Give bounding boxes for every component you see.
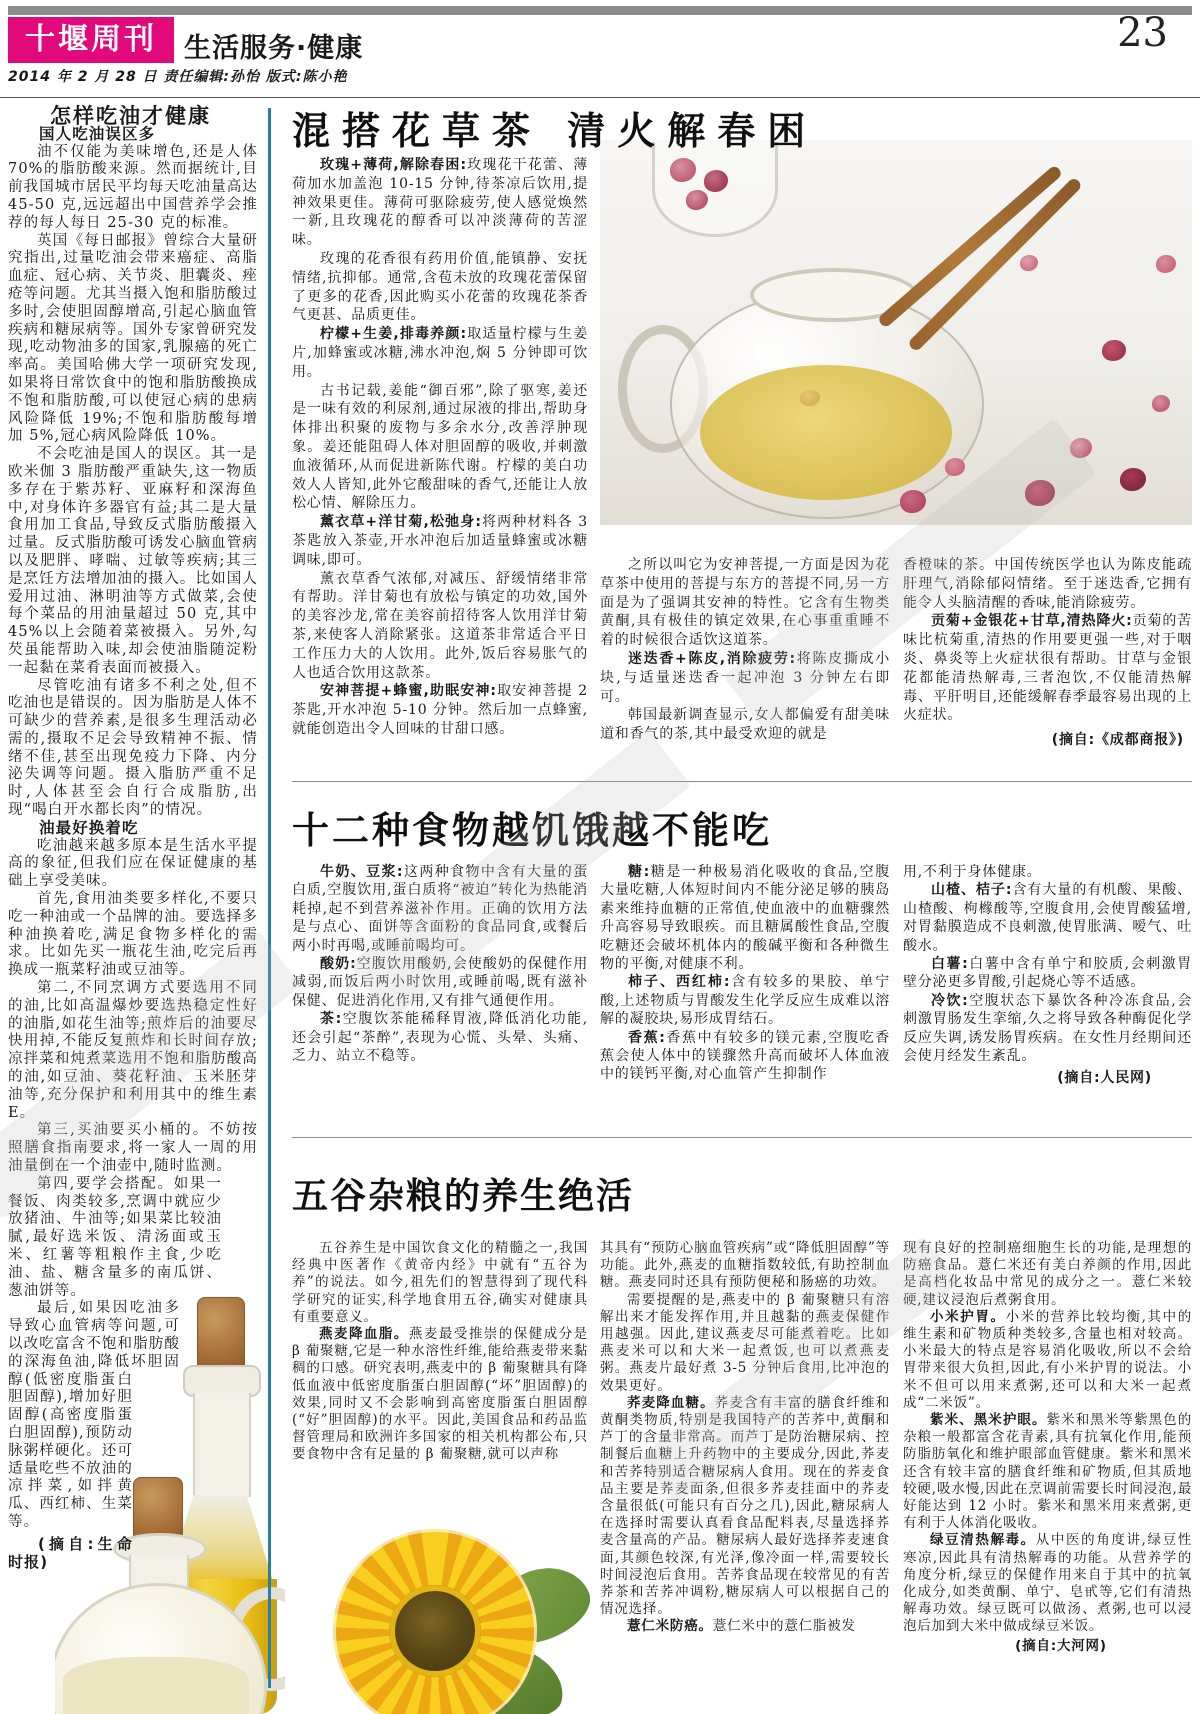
rosebud [1070,438,1092,458]
paragraph-text: 将两种材料各 3 茶匙放入茶壶,开水冲泡后加适量蜂蜜或冰糖调味,即可。 [292,514,588,568]
paragraph-text: 香橙味的茶。中国传统医学也认为陈皮能疏肝理气,消除郁闷情绪。至于迷迭香,它拥有能令人头脑清醒的香味,能消除疲劳。 [903,557,1192,611]
paragraph [903,556,1192,612]
paragraph [292,382,588,514]
paragraph: 吃油越来越多原本是生活水平提高的象征,但我们应在保证健康的基础上享受美味。 [8,837,258,890]
paragraph-text: 其具有“预防心脑血管疾病”或“降低胆固醇”等功能。此外,燕麦的血糖指数较低,有助控制血糖。燕麦同时还具有预防便秘和肠癌的功效。 [600,1240,890,1291]
paragraph-lead: 柿子、西红柿: [628,974,731,991]
paragraph [292,325,588,381]
paragraph: 英国《每日邮报》曾综合大量研究指出,过量吃油会带来癌症、高脂血症、冠心病、关节炎、胆囊炎、痤疮等问题。尤其当摄入饱和脂肪酸过多时,会使胆固醇增高,引起心脑血管疾病和糖尿病等。国外专家曾研究发现,吃动物油多的国家,乳腺癌的死亡率高。美国哈佛大学一项研究发现,如果将日常饮食中的饱和脂肪酸换成不饱和脂肪酸,可以使冠心病的患病风险降低 19%;不饱和脂肪酸每增加 5%,冠心病风险降低 10%。 [8,232,258,445]
article-tea-col1 [292,156,588,739]
paragraph-lead: 紫米、黑米护眼。 [930,1412,1047,1429]
paragraph-lead: 安神菩提+蜂蜜,助眠安神: [320,683,497,700]
photo-wrap-spacer [180,1301,258,1386]
paragraph [600,863,890,973]
paragraph-text: 薏仁米中的薏仁脂被发 [712,1618,856,1635]
paragraph-text: 古书记载,姜能“御百邪”,除了驱寒,姜还是一味有效的利尿剂,通过尿液的排出,帮助身体排出积聚的废物与多余水分,改善浮肿现象。姜还能阻碍人体对胆固醇的吸收,并刺激血液循环,从而促进新陈代谢。柠檬的美白功效人人皆知,此外它酸甜味的香气,还能让人放松心情、解除压力。 [292,382,588,512]
article-oil-subhead-2: 油最好换着吃 [39,818,139,837]
paragraph [292,250,588,325]
sunflower-photo [285,1515,590,1714]
paragraph-lead: 香蕉: [628,1029,666,1046]
article-tea-col3 [903,556,1192,750]
tea-photo [600,140,1192,525]
paragraph [292,955,588,1010]
paragraph [903,612,1192,725]
paragraph [292,1240,588,1326]
paragraph-text: 取适量柠檬与生姜片,加蜂蜜或冰糖,沸水冲泡,焖 5 分钟即可饮用。 [292,326,588,380]
paragraph [600,973,890,1028]
paragraph-text: 从中医的角度讲,绿豆性寒凉,因此具有清热解毒的功能。从营养学的角度分析,绿豆的保健作用来自于其中的抗氧化成分,如类黄酮、单宁、皂甙等,它们有清热解毒功效。绿豆既可以做汤、煮粥,也可以浸泡后加到大米中做成绿豆米饭。 [903,1532,1192,1635]
paragraph-text: 五谷养生是中国饮食文化的精髓之一,我国经典中医著作《黄帝内经》中就有“五谷为养”的说法。如今,祖先们的智慧得到了现代科学研究的证实,科学地食用五谷,确实对健康具有重要意义。 [292,1240,588,1325]
photo-wrap-spacer [222,1176,258,1301]
paragraph [903,1532,1192,1635]
paragraph-text: 香蕉中有较多的镁元素,空腹吃香蕉会使人体中的镁骤然升高而破坏人体血液中的镁钙平衡,对心血管产生抑制作 [600,1029,890,1083]
divider-line [292,1137,1192,1138]
rosebud [900,490,926,513]
sunflower-center [389,1585,481,1677]
article-grains-credit: (摘自:大河网) [1015,1637,1107,1654]
paragraph-lead: 绿豆清热解毒。 [930,1532,1036,1549]
article-grains-col1 [292,1240,588,1464]
paragraph [600,650,890,706]
paragraph [292,156,588,250]
paragraph-text: 取安神菩提 2 茶匙,开水冲泡 5-10 分钟。然后加一点蜂蜜,就能创造出令人回味的甘甜口感。 [292,683,588,737]
rosebud [945,458,965,476]
rosebud [1156,255,1176,273]
paragraph [600,1618,890,1635]
article-tea-credit: (摘自:《成都商报》) [1051,732,1184,749]
paragraph: 第二,不同烹调方式要选用不同的油,比如高温爆炒要选热稳定性好的油脂,如花生油等;煎炸后的油要尽快用掉,不能反复煎炸和长时间存放;凉拌菜和炖煮菜选用不饱和脂肪酸高的油,如豆油、葵花籽油、玉米胚芽油等,充分保护和利用其中的维生素 E。 [8,980,258,1121]
paragraph-lead: 贡菊+金银花+甘草,清热降火: [931,613,1133,630]
paragraph-text: 空腹饮茶能稀释胃液,降低消化功能,还会引起“茶醉”,表现为心慌、头晕、头痛、乏力、站立不稳等。 [292,1011,589,1065]
article-twelve-title: 十二种食物越饥饿越不能吃 [292,809,772,852]
wooden-tongs [907,176,1083,352]
paragraph [903,1412,1192,1532]
rosebud [1120,468,1146,491]
paragraph-text: 白薯中含有单宁和胶质,会刺激胃壁分泌更多胃酸,引起烧心等不适感。 [903,956,1193,991]
rosebud [1102,340,1126,361]
paragraph [903,1309,1192,1412]
paragraph-text: 将陈皮撕成小块,与适量迷迭香一起冲泡 3 分钟左右即可。 [600,650,890,705]
paragraph-text: 空腹状态下暴饮各种冷冻食品,会刺激胃肠发生挛缩,久之将导致各种酶促化学反应失调,诱发肠胃疾病。在女性月经期间还会使月经发生紊乱。 [903,992,1193,1065]
paragraph: 尽管吃油有诸多不利之处,但不吃油也是错误的。因为脂肪是人体不可缺少的营养素,是很多生理活动必需的,摄取不足会导致精神不振、情绪不佳,甚至出现免疫力下降、内分泌失调等问题。摄入脂肪严重不足时,人体甚至会自行合成脂肪,出现“喝白开水都长肉”的情况。 [8,677,258,819]
paragraph-text: 玫瑰的花香很有药用价值,能镇静、安抚情绪,抗抑郁。通常,含苞未放的玫瑰花蕾保留了更多的花香,因此购买小花蕾的玫瑰花茶香气更甚、品质更佳。 [292,250,588,324]
paragraph-text: 薰衣草香气浓郁,对减压、舒缓情绪非常有帮助。洋甘菊也有放松与镇定的功效,国外的美容沙龙,常在美容前招待客人饮用洋甘菊茶,来使客人消除紧张。这道茶非常适合平日工作压力大的人饮用。此外,饭后容易胀气的人也适合饮用这款茶。 [292,570,588,681]
paragraph-text: 贡菊的苦味比杭菊重,清热的作用要更强一些,对于咽炎、鼻炎等上火症状很有帮助。甘草与金银花都能清热解毒,三者泡饮,不仅能清热解毒、平肝明目,还能缓解春季最容易出现的上火症状。 [903,613,1192,724]
rosebud [1025,480,1055,506]
paragraph-lead: 山楂、桔子: [931,882,1013,899]
paragraph-lead: 燕麦降血脂。 [319,1326,409,1343]
header-rule [0,97,1200,98]
rosebud [1020,255,1038,271]
paragraph-text: 之所以叫它为安神菩提,一方面是因为花草茶中使用的菩提与东方的菩提不同,另一方面是为了强调其安神的特性。它含有生物类黄酮,具有极佳的镇定效果,在心事重重睡不着的时候很合适饮这道茶。 [600,557,890,649]
article-twelve-col2 [600,863,890,1084]
article-grains-title: 五谷杂粮的养生绝活 [292,1176,635,1217]
paragraph-text: 含有较多的果胶、单宁酸,上述物质与胃酸发生化学反应生成难以溶解的凝胶块,易形成胃结石。 [600,974,890,1028]
paragraph [292,682,588,738]
section-title: 生活服务·健康 [184,33,364,64]
paragraph: 首先,食用油类要多样化,不要只吃一种油或一个品牌的油。要选择多种油换着吃,满足食物多样化的需求。比如先买一瓶花生油,吃完后再换成一瓶菜籽油或豆油等。 [8,891,258,979]
article-twelve-col1 [292,863,588,1065]
vertical-blue-rule [268,108,271,1688]
teapot-tea [700,365,952,500]
paragraph: 第四,要学会搭配。如果一餐饭、肉类较多,烹调中就应少放猪油、牛油等;如果菜比较油腻,最好选米饭、清汤面或玉米、红薯等粗粮作主食,少吃油、盐、糖含量多的南瓜饼、葱油饼等。 [8,1175,222,1299]
article-oil [8,104,258,1714]
page-number: 23 [1117,10,1168,56]
paragraph-lead: 迷迭香+陈皮,消除疲劳: [628,650,796,667]
paragraph [292,863,588,955]
paragraph-text: 糖是一种极易消化吸收的食品,空腹大量吃糖,人体短时间内不能分泌足够的胰岛素来维持血糖的正常值,使血液中的血糖骤然升高容易导致眼疾。而且糖属酸性食品,空腹吃糖还会破坏机体内的酸碱平衡和各种微生物的平衡,对健康不利。 [600,864,890,973]
article-twelve-credit: (摘自:人民网) [1057,1070,1152,1087]
rosebud [1152,395,1170,412]
paragraph [903,955,1192,992]
paragraph-text: 燕麦最受推崇的保健成分是 β 葡聚糖,它是一种水溶性纤维,能给燕麦带来黏稠的口感。研究表明,燕麦中的 β 葡聚糖具有降低血液中低密度脂蛋白胆固醇(“坏”胆固醇)的效果,同时又不会影响到高密度脂蛋白胆固醇(“好”胆固醇)的水平。因此,美国食品和药品监督管理局和欧洲许多国家的相关机构都公布,只要食物中含有足量的 β 葡聚糖,就可以声称 [292,1326,588,1463]
paragraph [292,1010,588,1065]
paragraph-text: 现有良好的控制癌细胞生长的功能,是理想的防癌食品。薏仁米还有美白养颜的作用,因此是高档化妆品中常见的成分之一。薏仁米较硬,建议浸泡后煮粥食用。 [903,1240,1192,1308]
paragraph [600,1240,890,1292]
article-tea-col2 [600,556,890,744]
paragraph-text: 这两种食物中含有大量的蛋白质,空腹饮用,蛋白质将“被迫”转化为热能消耗掉,起不到营养滋补作用。正确的饮用方法是与点心、面饼等含面粉的食品同食,或餐后两小时再喝,或睡前喝均可。 [292,864,588,954]
paragraph: 最后,如果因吃油多导致心血管病等问题,可以改吃富含不饱和脂肪酸的深海鱼油,降低坏胆固醇(低密度脂蛋白胆固醇),增加好胆固醇(高密度脂蛋白胆固醇),预防动脉粥样硬化。还可适量吃些不放油的凉拌菜,如拌黄瓜、西红柿、生菜等。 [8,1300,180,1530]
paragraph [600,1395,890,1619]
paragraph-text: 紫米和黑米等紫黑色的杂粮一般都富含花青素,具有抗氧化作用,能预防脂肪氧化和维护眼部血管健康。紫米和黑米还含有较丰富的膳食纤维和矿物质,但其质地较硬,吸水慢,因此在烹调前需要长时间浸泡,最好能达到 12 小时。紫米和黑米用来煮粥,更有利于人体消化吸收。 [903,1412,1192,1532]
paragraph [903,863,1192,881]
paragraph: 第三,买油要买小桶的。不妨按照膳食指南要求,将一家人一周的用油量倒在一个油壶中,随时监测。 [8,1122,258,1175]
header-gray-bar [8,6,1192,15]
paragraph-lead: 糖: [628,864,650,880]
paragraph-text: 需要提醒的是,燕麦中的 β 葡聚糖只有溶解出来才能发挥作用,并且越黏的燕麦保健作用越强。因此,建议燕麦尽可能煮着吃。比如燕麦米可以和大米一起煮饭,也可以煮燕麦粥。燕麦片最好煮 3-5 分钟后食用,比冲泡的效果更好。 [600,1291,890,1394]
paragraph-text: 玫瑰花干花蕾、薄荷加水加盖泡 10-15 分钟,待茶凉后饮用,提神效果更佳。薄荷可驱除疲劳,使人感觉焕然一新,且玫瑰花的醇香可以冲淡薄荷的苦涩味。 [292,157,588,249]
paragraph-text: 荞麦含有丰富的膳食纤维和黄酮类物质,特别是我国特产的苦荞中,黄酮和芦丁的含量非常高。而芦丁是防治糖尿病、控制餐后血糖上升药物中的主要成分,因此,荞麦和苦荞特别适合糖尿病人食用。现在的荞麦食品主要是荞麦面条,但很多荞麦挂面中的荞麦含量很低(可能只有百分之几),因此,糖尿病人在选择时需要认真看食品配料表,尽量选择荞麦含量高的产品。糖尿病人最好选择荞麦速食面,其颜色较深,有光泽,像冷面一样,需要较长时间浸泡后食用。苦荞食品现在较常见的有苦荞茶和苦荞冲调粉,糖尿病人可以根据自己的情况选择。 [600,1394,890,1618]
article-oil-credit: (摘自:生命时报) [8,1534,133,1571]
paragraph-text: 小米的营养比较均衡,其中的维生素和矿物质种类较多,含量也相对较高。小米最大的特点是容易消化吸收,所以不会给胃带来很大负担,因此,有小米护胃的说法。小米不但可以用来煮粥,还可以和大米一起煮成“二米饭”。 [903,1308,1192,1411]
paragraph-lead: 白薯: [931,956,969,973]
paragraph [600,1029,890,1084]
paragraph [903,1240,1192,1309]
paragraph-lead: 柠檬+生姜,排毒养颜: [320,326,467,343]
paragraph: 油不仅能为美味增色,还是人体 70%的脂肪酸来源。然而据统计,目前我国城市居民平均每天吃油量高达 45-50 克,远远超出中国营养学会推荐的每人每日 25-30 克的标准。 [8,143,258,231]
masthead: 十堰周刊 [8,17,174,63]
paragraph-lead: 牛奶、豆浆: [320,864,404,880]
wooden-tongs [877,164,1064,329]
divider-line [292,781,1192,782]
paragraph-lead: 冷饮: [931,992,969,1009]
paragraph [292,513,588,569]
paragraph [292,570,588,683]
paragraph-text: 空腹饮用酸奶,会使酸奶的保健作用减弱,而饭后两小时饮用,或睡前喝,既有滋补保健、促进消化作用,又有排气通便作用。 [292,956,589,1009]
article-oil-title: 怎样吃油才健康 [50,104,211,128]
paragraph [903,992,1192,1066]
paragraph-lead: 小米护胃。 [930,1308,1006,1325]
paragraph [903,881,1192,955]
paragraph-text: 含有大量的有机酸、果酸、山楂酸、枸橼酸等,空腹食用,会使胃酸猛增,对胃黏膜造成不良刺激,使胃胀满、嗳气、吐酸水。 [903,882,1192,954]
paragraph: 不会吃油是国人的误区。其一是欧米伽 3 脂肪酸严重缺失,这一物质多存在于紫苏籽、亚麻籽和深海鱼中,对身体许多器官有益;其二是大量食用加工食品,导致反式脂肪酸摄入过量。反式脂肪酸可诱发心脑血管病以及肥胖、哮喘、过敏等疾病;其三是烹饪方法增加油的摄入。比如国人爱用过油、淋明油等方式做菜,会使每个菜品的用油量超过 50 克,其中 45%以上会随着菜被摄入。另外,勾芡虽能帮助入味,却会使油脂随淀粉一起黏在菜肴表面而被摄入。 [8,446,258,676]
paragraph-lead: 玫瑰+薄荷,解除春困: [320,157,467,173]
paragraph-text: 用,不利于身体健康。 [903,864,1042,880]
date-line: 2014 年 2 月 28 日 责任编辑:孙怡 版式:陈小艳 [8,69,348,85]
article-oil-subhead-1: 国人吃油误区多 [39,124,156,143]
paragraph-lead: 酸奶: [320,956,357,973]
article-tea-title: 混搭花草茶 清火解春困 [292,109,818,153]
paragraph-text: 韩国最新调查显示,女人都偏爱有甜美味道和香气的茶,其中最受欢迎的就是 [600,707,890,743]
paragraph [292,1326,588,1464]
paragraph-lead: 茶: [320,1011,342,1028]
paragraph-lead: 薰衣草+洋甘菊,松弛身: [320,514,482,531]
paragraph [600,1292,890,1395]
paragraph-lead: 薏仁米防癌。 [627,1618,713,1635]
photo-wrap-spacer [133,1386,258,1714]
article-grains-col2 [600,1240,890,1636]
paragraph [600,556,890,650]
article-grains-col3 [903,1240,1192,1655]
article-twelve-col3 [903,863,1192,1088]
paragraph-lead: 荞麦降血糖。 [627,1394,715,1411]
paragraph [600,706,890,744]
